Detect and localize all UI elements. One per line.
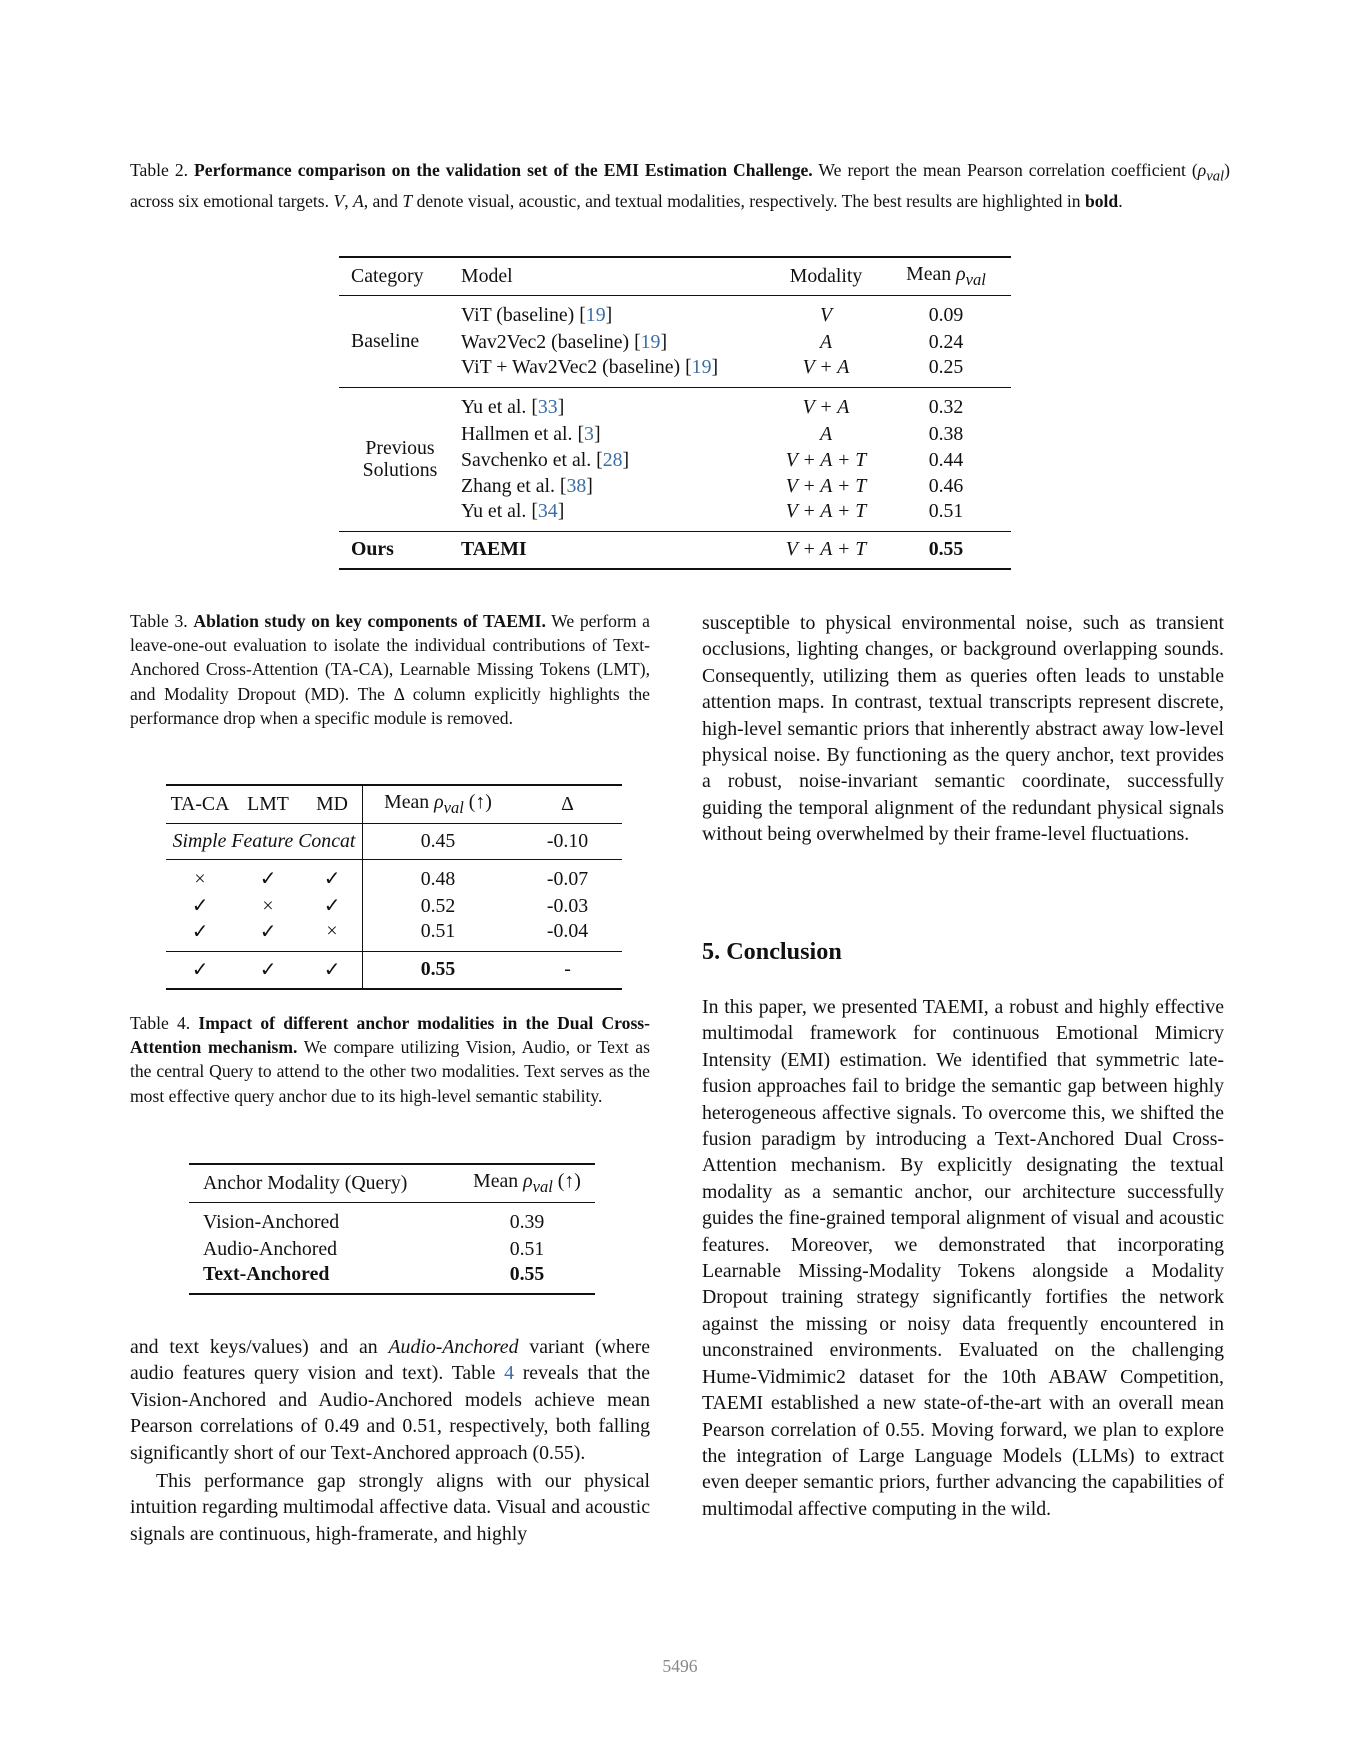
mean-cell: 0.51 [420,920,456,943]
section-heading: 5. Conclusion [702,938,842,965]
mean-cell: 0.39 [509,1210,545,1233]
mark-cell: ✓ [191,958,209,981]
header-md: MD [302,785,363,823]
table4 [189,1163,595,1295]
mean-cell: 0.51 [509,1237,545,1260]
mean-cell: 0.51 [928,500,964,523]
header-lmt: LMT [247,792,289,815]
header-mean: Mean $\rho_{val}$ [906,262,986,289]
table-row [189,1236,595,1262]
header-taca: TA-CA [170,792,230,815]
left-body-text [130,1334,650,1547]
table-row [339,295,1011,329]
table-ref-link[interactable]: 4 [504,1362,514,1385]
header-mean: Mean $\rho_{val}$ (↑) [384,790,492,817]
mean-cell: 0.25 [928,356,964,379]
citation-link[interactable]: 38 [566,474,587,497]
table3-full-row [166,951,622,989]
anchor-cell: Audio-Anchored [203,1237,338,1260]
category-ours: Ours [351,538,394,561]
paragraph: In this paper, we presented TAEMI, a robust and highly effective multimodal framework for continuous Emotional Mimicry Intensity (EMI) estimation. We identified that symmetric late-fusion approaches fail to bridge the semantic gap between highly heterogeneous affective signals. To overcome this, we shifted the fusion paradigm by introducing a Text-Anchored Dual Cross-Attention mechanism. By explicitly designating the textual modality as a semantic anchor, our architecture successfully guides the fine-grained temporal alignment of visual and acoustic features. Moreover, we demonstrated that incorporating Learnable Missing-Modality Tokens alongside a Modality Dropout training strategy significantly fortifies the network against the missing or noisy data frequently encountered in unconstrained environments. Evaluated on the challenging Hume-Vidmimic2 dataset for the 10th ABAW Competition, TAEMI established a new state-of-the-art with an overall mean Pearson correlation of 0.55. Moving forward, we plan to explore the integration of Large Language Models (LLMs) to extract even deeper semantic priors, further advancing the capabilities of multimodal affective computing in the wild. [702,996,1224,1520]
model-cell: Hallmen et al. [3] [461,422,601,445]
modality-cell: A [819,422,833,445]
table3-caption: Table 3. Ablation study on key components of TAEMI. We perform a leave-one-out evaluation to isolate the individual contributions of Text-Anchored Cross-Attention (TA-CA), Learnable Missing Tokens (LMT), and Modality Dropout (MD). The Δ column explicitly highlights the performance drop when a specific module is removed. [130,611,650,728]
model-taemi: TAEMI [461,538,527,561]
conclusion-text [702,994,1224,1522]
anchor-cell: Text-Anchored [203,1263,330,1285]
mean-best: 0.55 [928,538,964,561]
category-baseline: Baseline [351,329,420,352]
citation-link[interactable]: 19 [691,356,712,379]
paragraph: susceptible to physical environmental noise, such as transient occlusions, lighting changes, or background overlapping sounds. Consequently, utilizing them as queries often leads to unstable attention maps. In contrast, textual transcripts represent discrete, high-level semantic priors that inherently abstract away low-level physical noise. By functioning as the query anchor, text provides a robust, noise-invariant semantic coordinate, successfully guiding the temporal alignment of the redundant physical signals without being overwhelmed by their frame-level fluctuations. [702,612,1224,846]
citation-link[interactable]: 19 [585,303,606,326]
table4-caption: Table 4. Impact of different anchor modalities in the Dual Cross-Attention mechanism. We compare utilizing Vision, Audio, or Text as the central Query to attend to the other two modalities. Text serves as the most effective query anchor due to its high-level semantic stability. [130,1013,651,1106]
mean-cell: 0.24 [928,330,964,353]
table-row [166,919,622,951]
mark-cell: ✓ [302,859,363,893]
model-cell: Savchenko et al. [28] [461,448,630,471]
table-row [339,387,1011,421]
paragraph: and text keys/values) and an Audio-Anchored variant (where audio features query vision and text). Table 4 reveals that the Vision-Anchored and Audio-Anchored models achieve mean Pearson correlations of 0.49 and 0.51, respectively, both falling significantly short of our Text-Anchored approach (0.55). [130,1336,650,1464]
mark-cell: ✓ [259,958,277,981]
table2-caption: Table 2. Performance comparison on the validation set of the EMI Estimation Challenge. We report the mean Pearson correlation coefficient $(\rho_{val})$ across six emotional targets. V, A, and T denote visual, acoustic, and textual modalities, respectively. The best results are highlighted in bold. [130,160,1230,211]
table2-header-row [339,257,1011,295]
citation-link[interactable]: 28 [602,448,623,471]
delta-cell: -0.07 [546,867,589,890]
page-number: 5496 [662,1656,698,1676]
header-model: Model [461,264,513,287]
mark-cell: × [194,867,206,890]
mean-cell: 0.38 [928,422,964,445]
mark-cell: × [302,919,363,951]
delta-cell: - [564,958,571,981]
citation-link[interactable]: 33 [537,395,558,418]
model-cell: Zhang et al. [38] [461,474,593,497]
citation-link[interactable]: 3 [584,422,594,445]
table2 [339,256,1011,570]
mean-cell: 0.44 [928,448,964,471]
right-body-text [702,610,1224,848]
mean-cell: 0.09 [928,303,964,326]
table3-header-row [166,785,622,823]
anchor-cell: Vision-Anchored [203,1210,340,1233]
model-cell: Wav2Vec2 (baseline) [19] [461,330,668,353]
header-category: Category [351,264,424,287]
table3 [166,784,622,990]
mean-cell: 0.32 [928,395,964,418]
citation-link[interactable]: 19 [640,330,661,353]
mean-cell: 0.45 [420,829,456,852]
mark-cell: × [262,894,274,917]
mark-cell: ✓ [259,920,277,943]
model-cell: Yu et al. [34] [461,500,565,523]
paragraph: This performance gap strongly aligns with our physical intuition regarding multimodal affective data. Visual and acoustic signals are continuous, high-framerate, and highly [130,1470,650,1545]
header-delta: Δ [561,792,574,815]
modality-cell: V [819,303,833,326]
modality-cell: V + A [802,395,850,418]
category-previous-solutions: Previous Solutions [362,437,438,481]
delta-cell: -0.04 [546,920,589,943]
table4-best-row [189,1262,595,1294]
delta-cell: -0.03 [546,894,589,917]
model-cell: Yu et al. [33] [461,395,565,418]
table2-ours-row [339,531,1011,569]
table-row [166,859,622,893]
header-anchor: Anchor Modality (Query) [203,1171,408,1194]
modality-cell: V + A + T [785,448,867,471]
citation-link[interactable]: 34 [537,500,558,523]
model-cell: ViT + Wav2Vec2 (baseline) [19] [461,356,719,379]
header-mean: Mean $\rho_{val}$ (↑) [473,1169,581,1196]
header-modality: Modality [789,264,863,287]
modality-cell: A [819,330,833,353]
mean-cell: 0.52 [420,894,456,917]
concat-label: Simple Feature Concat [166,823,363,859]
delta-cell: -0.10 [546,829,589,852]
modality-cell: V + A + T [785,474,867,497]
mark-cell: ✓ [302,893,363,919]
mark-cell: ✓ [259,868,277,891]
table-row [166,823,622,859]
mark-cell: ✓ [191,895,209,917]
table-row [166,893,622,919]
mean-best: 0.55 [420,958,456,981]
mean-best: 0.55 [509,1263,545,1285]
modality-cell: V + A + T [785,500,867,523]
mark-cell: ✓ [191,920,209,943]
modality-cell: V + A + T [785,538,867,561]
mean-cell: 0.46 [928,474,964,497]
modality-cell: V + A [802,356,850,379]
model-cell: ViT (baseline) [19] [461,303,613,326]
table-row [189,1202,595,1236]
mark-cell: ✓ [302,951,363,989]
table4-header-row [189,1164,595,1202]
mean-cell: 0.48 [420,867,456,890]
